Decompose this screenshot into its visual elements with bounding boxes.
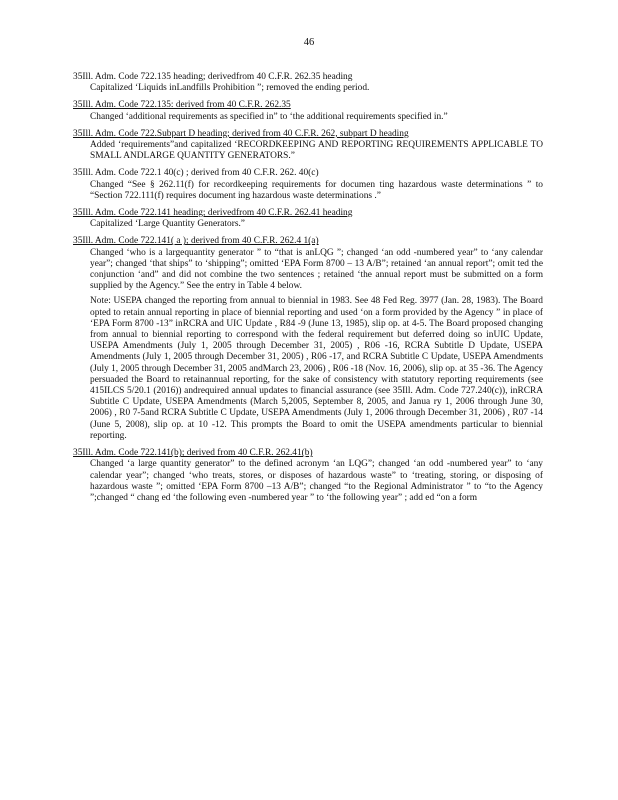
entry-heading: 35Ill. Adm. Code 722.Subpart D heading; derived from 40 C.F.R. 262, subpart D heading <box>73 128 409 139</box>
entry-3 <box>73 129 543 163</box>
document-body <box>73 72 543 510</box>
entry-body: Changed “See § 262.11(f) for recordkeeping requirements for documen ting hazardous waste determinations ” to “Section 722.111(f) requires document ing hazardous waste determinations .” <box>90 179 543 201</box>
entry-heading: 35Ill. Adm. Code 722.141( a ); derived from 40 C.F.R. 262.4 1(a) <box>73 236 319 247</box>
entry-body: Changed ‘who is a largequantity generator ” to “that is anLQG ”; changed ‘an odd -numbered year” to ‘any calendar year”; changed ‘that ships” to ‘shipping”; omitted ‘EPA Form 8700 – 13 A/B”; retained ‘an annual report”; omit ted the conjunction ‘and” and did not combine the two sentences ; retained ‘the annual report must be submitted on a form supplied by the Agency.” See the entry in Table 4 below. <box>90 247 543 292</box>
entry-body: Added ‘requirements”and capitalized ‘RECORDKEEPING AND REPORTING REQUIREMENTS APPLICABLE TO SMALL ANDLARGE QUANTITY GENERATORS.” <box>90 140 543 162</box>
entry-heading: 35Ill. Adm. Code 722.1 40(c) ; derived from 40 C.F.R. 262. 40(c) <box>73 168 319 179</box>
entry-7 <box>73 448 543 504</box>
entry-body: Changed ‘additional requirements as specified in” to ‘the additional requirements specified in.” <box>90 111 448 122</box>
entry-heading: 35Ill. Adm. Code 722.141 heading; derivedfrom 40 C.F.R. 262.41 heading <box>73 208 353 219</box>
entry-4 <box>73 168 543 202</box>
entry-5 <box>73 208 543 230</box>
entry-heading: 35Ill. Adm. Code 722.141(b); derived from 40 C.F.R. 262.41(b) <box>73 448 313 459</box>
page-number: 46 <box>303 37 315 48</box>
entry-note: Note: USEPA changed the reporting from annual to biennial in 1983. See 48 Fed Reg. 3977 (Jan. 28, 1983). The Board opted to retain annual reporting in place of biennial reporting and used ‘on a form provided by the Agency ” in place of ‘EPA Form 8700 -13” inRCRA and UIC Update , R84 -9 (June 13, 1985), slip op. at 4-5. The Board proposed changing from annual to biennial reporting to correspond with the federal requirement but deferred doing so inUIC Update, USEPA Amendments (July 1, 2005 through December 31, 2005) , R06 -16, RCRA Subtitle D Update, USEPA Amendments (July 1, 2005 through December 31, 2005) , R06 -17, and RCRA Subtitle C Update, USEPA Amendments (July 1, 2005 through December 31, 2005 andMarch 23, 2006) , R06 -18 (Nov. 16, 2006), slip op. at 35 -36. The Agency persuaded the Board to retainannual reporting, for the sake of consistency with statutory reporting requirements (see 415ILCS 5/20.1 (2016)) andrequired annual updates to financial assurance (see 35Ill. Adm. Code 727.240(c)), inRCRA Subtitle C Update, USEPA Amendments (March 5,2005, September 8, 2005, and Janua ry 1, 2006 through June 30, 2006) , R0 7-5and RCRA Subtitle C Update, USEPA Amendments (July 1, 2006 through December 31, 2006) , R07 -14 (June 5, 2008), slip op. at 10 -12. This prompts the Board to omit the USEPA amendments particular to biennial reporting. <box>90 296 543 441</box>
entry-body: Capitalized ‘Liquids inLandfills Prohibition ”; removed the ending period. <box>90 83 370 94</box>
entry-heading: 35Ill. Adm. Code 722.135 heading; derivedfrom 40 C.F.R. 262.35 heading <box>73 72 353 82</box>
entry-1 <box>73 72 543 94</box>
entry-2 <box>73 100 543 122</box>
entry-heading: 35Ill. Adm. Code 722.135: derived from 40 C.F.R. 262.35 <box>73 100 291 111</box>
entry-body: Capitalized ‘Large Quantity Generators.” <box>90 219 245 230</box>
entry-body: Changed ‘a large quantity generator” to the defined acronym ‘an LQG”; changed ‘an odd -numbered year” to ‘any calendar year”; changed ‘who treats, stores, or disposes of hazardous waste” to ‘treating, storing, or disposing of hazardous waste ”; omitted ‘EPA Form 8700 –13 A/B”; changed “to the Regional Administrator ” to “to the Agency ”;changed “ chang ed ‘the following even -numbered year ” to ‘the following year” ; add ed “on a form <box>90 459 543 503</box>
entry-6 <box>73 236 543 442</box>
